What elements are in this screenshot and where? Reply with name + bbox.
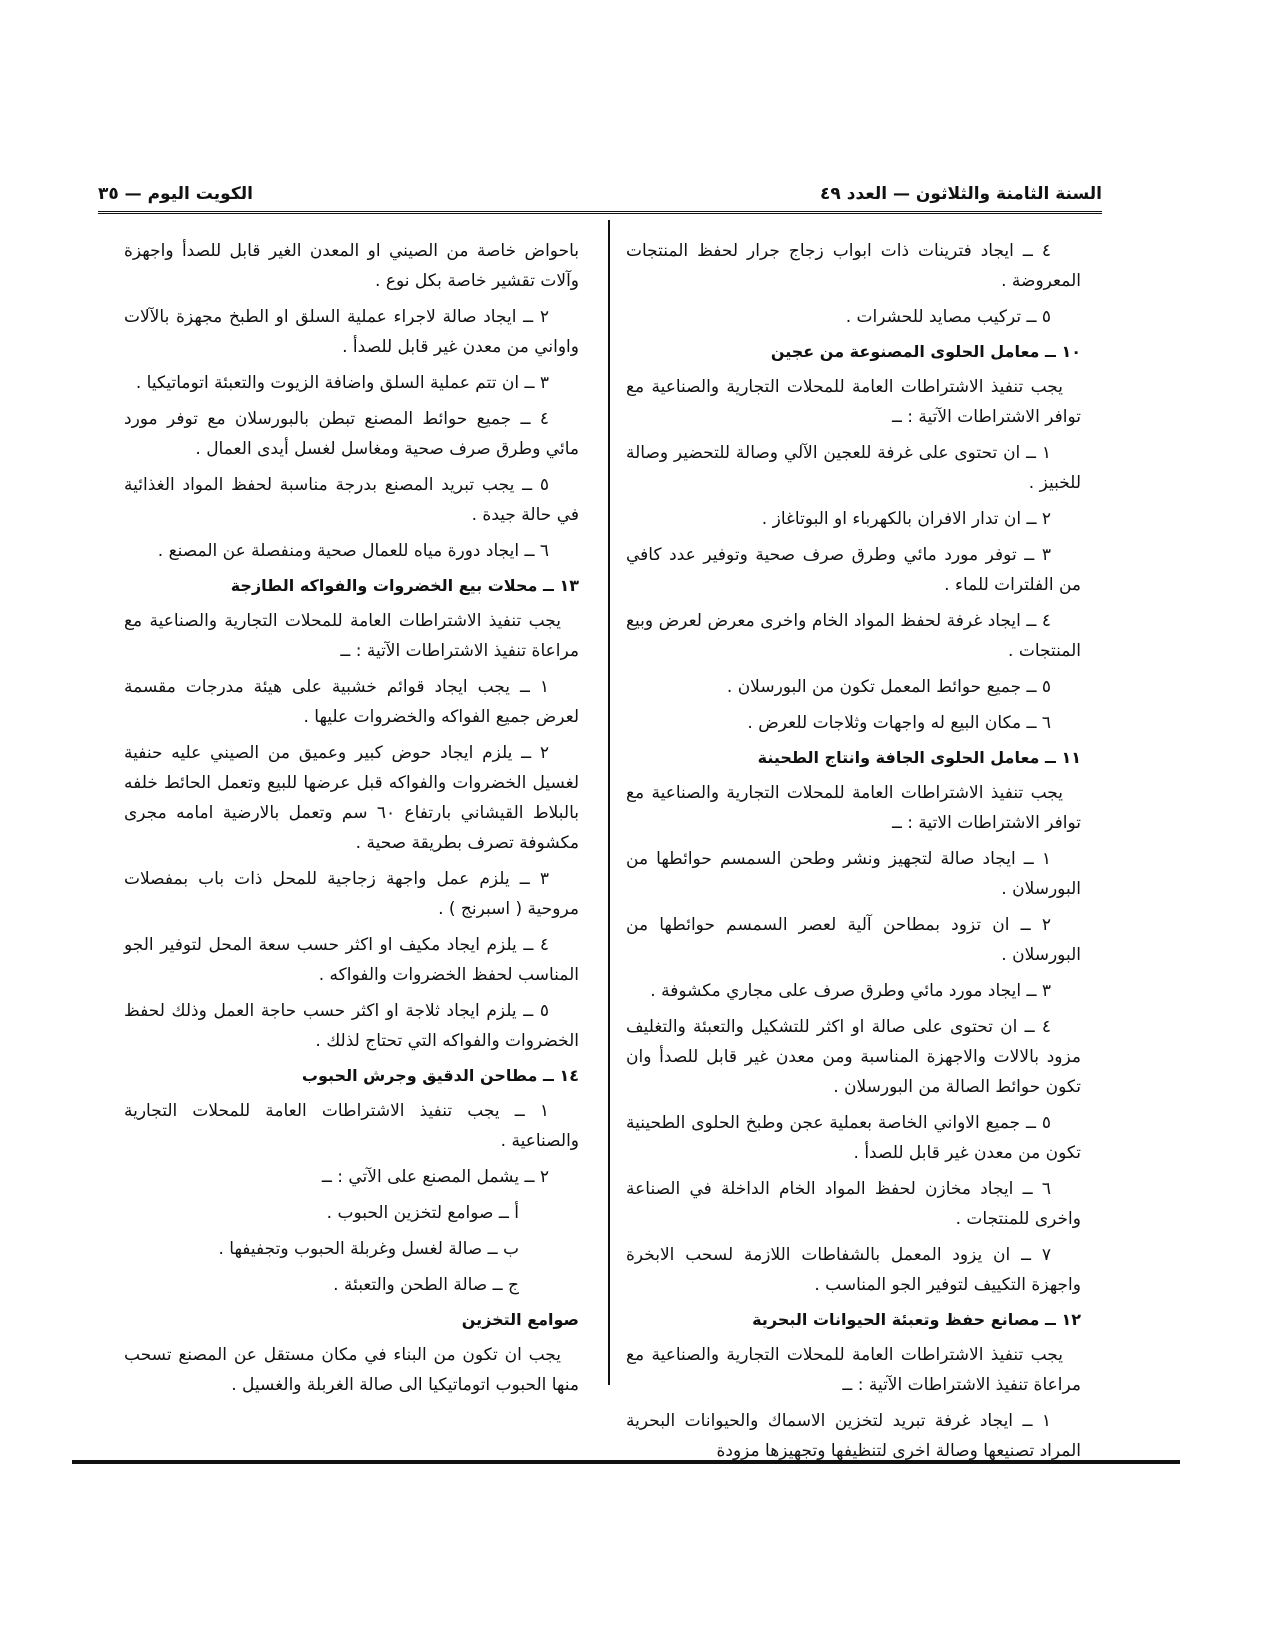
list-item: أ ــ صوامع لتخزين الحبوب . [326,1203,519,1223]
list-item: ٦ ــ مكان البيع له واجهات وثلاجات للعرض . [747,713,1051,733]
section-intro: يجب تنفيذ الاشتراطات العامة للمحلات التجارية والصناعية مع توافر الاشتراطات الآتية : ــ [626,377,1081,427]
list-item: ٦ ــ ايجاد مخازن لحفظ المواد الخام الداخلة في الصناعة واخرى للمنتجات . [626,1179,1081,1229]
left-column [124,236,579,1395]
list-item: ٥ ــ جميع حوائط المعمل تكون من البورسلان . [726,677,1051,697]
section-heading: ١٢ ــ مصانع حفظ وتعبئة الحيوانات البحرية [752,1310,1081,1329]
list-item: ١ ــ ان تحتوى على غرفة للعجين الآلي وصالة للتحضير وصالة للخبيز . [626,443,1081,493]
list-item: ٥ ــ يلزم ايجاد ثلاجة او اكثر حسب حاجة العمل وذلك لحفظ الخضروات والفواكه التي تحتاج لذلك . [124,1001,579,1051]
list-item: ٥ ــ جميع الاواني الخاصة بعملية عجن وطبخ الحلوى الطحينية تكون من معدن غير قابل للصدأ . [626,1113,1081,1163]
list-item: ٣ ــ ايجاد مورد مائي وطرق صرف على مجاري مكشوفة . [650,981,1051,1001]
section-intro: يجب ان تكون من البناء في مكان مستقل عن المصنع تسحب منها الحبوب اتوماتيكيا الى صالة الغربلة والغسيل . [124,1345,579,1395]
header-rule [98,211,1102,214]
section-heading: ١٤ ــ مطاحن الدقيق وجرش الحبوب [301,1066,579,1085]
list-item: ٧ ــ ان يزود المعمل بالشفاطات اللازمة لسحب الابخرة واجهزة التكييف لتوفير الجو المناسب . [626,1245,1081,1295]
right-column [626,236,1081,1461]
list-item: ١ ــ يجب ايجاد قوائم خشبية على هيئة مدرجات مقسمة لعرض جميع الفواكه والخضروات عليها . [124,677,579,727]
section-heading: ١١ ــ معامل الحلوى الجافة وانتاج الطحينة [757,748,1081,767]
list-item: ٥ ــ يجب تبريد المصنع بدرجة مناسبة لحفظ المواد الغذائية في حالة جيدة . [124,475,579,525]
list-item: ٤ ــ يلزم ايجاد مكيف او اكثر حسب سعة المحل لتوفير الجو المناسب لحفظ الخضروات والفواكه . [124,935,579,985]
list-item: ٣ ــ يلزم عمل واجهة زجاجية للمحل ذات باب بمفصلات مروحية ( اسبرنج ) . [124,869,579,919]
footer-rule [72,1460,1180,1464]
list-item: ٤ ــ ان تحتوى على صالة او اكثر للتشكيل والتعبئة والتغليف مزود بالالات والاجهزة المناسبة ومن معدن غير قابل للصدأ وان تكون حوائط الصالة من البورسلان . [626,1017,1081,1097]
section-intro: يجب تنفيذ الاشتراطات العامة للمحلات التجارية والصناعية مع مراعاة تنفيذ الاشتراطات الآتية : ــ [626,1345,1081,1395]
issue-info: السنة الثامنة والثلاثون — العدد ٤٩ [820,184,1102,204]
list-item: ٣ ــ ان تتم عملية السلق واضافة الزيوت والتعبئة اتوماتيكيا . [135,373,549,393]
page-number-info: الكويت اليوم — ٣٥ [98,184,253,204]
section-intro: يجب تنفيذ الاشتراطات العامة للمحلات التجارية والصناعية مع مراعاة تنفيذ الاشتراطات الآتية : ــ [124,611,579,661]
section-heading: ١٠ ــ معامل الحلوى المصنوعة من عجين [770,342,1081,361]
paragraph: باحواض خاصة من الصيني او المعدن الغير قابل للصدأ واجهزة وآلات تقشير خاصة بكل نوع . [124,241,579,291]
section-intro: يجب تنفيذ الاشتراطات العامة للمحلات التجارية والصناعية مع توافر الاشتراطات الاتية : ــ [626,783,1081,833]
list-item: ٢ ــ يشمل المصنع على الآتي : ــ [321,1167,549,1187]
list-item: ٢ ــ ان تدار الافران بالكهرباء او البوتاغاز . [761,509,1051,529]
page-header [98,184,1102,214]
list-item: ٢ ــ يلزم ايجاد حوض كبير وعميق من الصيني عليه حنفية لغسيل الخضروات والفواكه قبل عرضها للبيع وتعمل الحائط خلفه بالبلاط القيشاني بارتفاع ٦٠ سم وتعمل بالارضية امامه مجرى مكشوفة تصرف بطريقة صحية . [124,743,579,853]
list-item: ٤ ــ جميع حوائط المصنع تبطن بالبورسلان مع توفر مورد مائي وطرق صرف صحية ومغاسل لغسل أيدى العمال . [124,409,579,459]
list-item: ٥ ــ تركيب مصايد للحشرات . [845,307,1051,327]
column-divider [608,220,610,1385]
list-item: ٣ ــ توفر مورد مائي وطرق صرف صحية وتوفير عدد كافي من الفلترات للماء . [626,545,1081,595]
list-item: ٢ ــ ايجاد صالة لاجراء عملية السلق او الطبخ مجهزة بالآلات واواني من معدن غير قابل للصدأ . [124,307,579,357]
list-item: ٦ ــ ايجاد دورة مياه للعمال صحية ومنفصلة عن المصنع . [157,541,549,561]
list-item: ٢ ــ ان تزود بمطاحن آلية لعصر السمسم حوائطها من البورسلان . [626,915,1081,965]
list-item: ٤ ــ ايجاد غرفة لحفظ المواد الخام واخرى معرض لعرض وبيع المنتجات . [626,611,1081,661]
list-item: ٤ ــ ايجاد فترينات ذات ابواب زجاج جرار لحفظ المنتجات المعروضة . [626,241,1081,291]
list-item: ١ ــ يجب تنفيذ الاشتراطات العامة للمحلات التجارية والصناعية . [124,1101,579,1151]
list-item: ١ ــ ايجاد صالة لتجهيز ونشر وطحن السمسم حوائطها من البورسلان . [626,849,1081,899]
section-heading: ١٣ ــ محلات بيع الخضروات والفواكه الطازجة [230,576,579,595]
section-heading: صوامع التخزين [461,1310,579,1329]
list-item: ج ــ صالة الطحن والتعبئة . [333,1275,519,1295]
list-item: ١ ــ ايجاد غرفة تبريد لتخزين الاسماك والحيوانات البحرية المراد تصنيعها وصالة اخرى لتنظيفها وتجهيزها مزودة [626,1411,1081,1461]
list-item: ب ــ صالة لغسل وغربلة الحبوب وتجفيفها . [218,1239,519,1259]
